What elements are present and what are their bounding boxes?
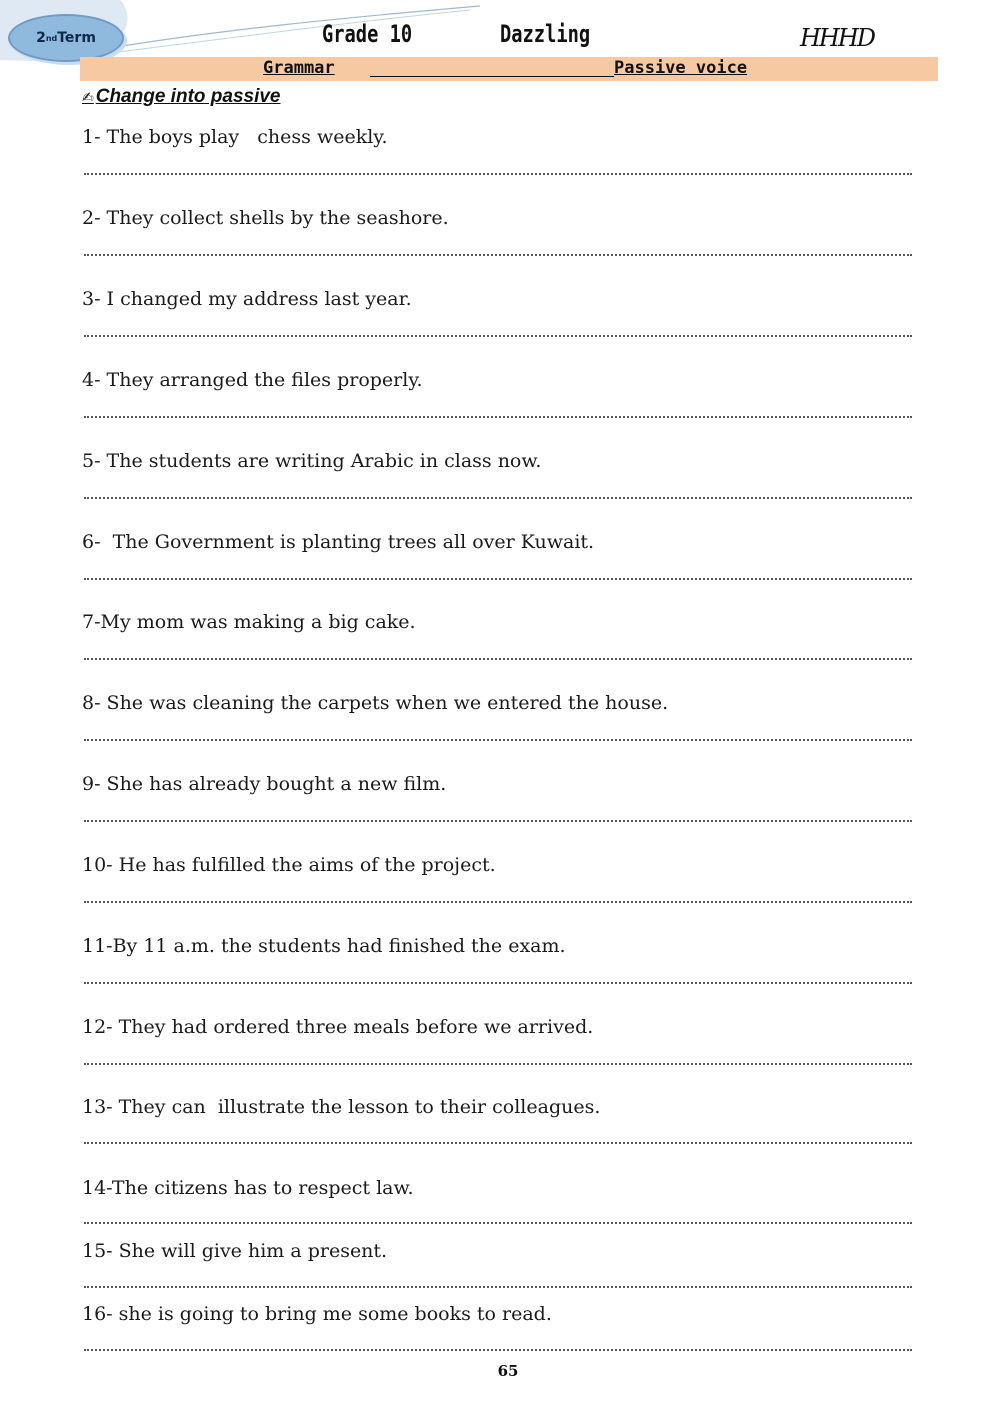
question-item: 14-The citizens has to respect law.	[82, 1177, 414, 1199]
instruction-heading	[82, 86, 281, 108]
answer-line[interactable]	[84, 335, 912, 337]
answer-line[interactable]	[84, 1222, 912, 1224]
question-item: 6- The Government is planting trees all over Kuwait.	[82, 531, 595, 553]
answer-line[interactable]	[84, 1286, 912, 1288]
answer-line[interactable]	[84, 1349, 912, 1351]
term-ordinal: nd	[45, 33, 58, 43]
question-item: 13- They can illustrate the lesson to their colleagues.	[82, 1096, 601, 1118]
answer-line[interactable]	[84, 497, 912, 499]
question-item: 12- They had ordered three meals before we arrived.	[82, 1016, 594, 1038]
answer-line[interactable]	[84, 739, 912, 741]
question-item: 9- She has already bought a new film.	[82, 773, 447, 795]
term-number: 2	[36, 30, 46, 46]
question-item: 15- She will give him a present.	[82, 1240, 388, 1262]
answer-line[interactable]	[84, 1142, 912, 1144]
question-item: 3- I changed my address last year.	[82, 288, 412, 310]
page-number: 65	[497, 1362, 519, 1380]
answer-line[interactable]	[84, 820, 912, 822]
topic-underline	[370, 76, 614, 77]
topic-subject: Grammar	[263, 58, 335, 78]
answer-line[interactable]	[84, 578, 912, 580]
term-label: Term	[57, 30, 96, 46]
grade-label: Grade 10	[322, 20, 413, 48]
term-badge	[8, 14, 124, 62]
answer-line[interactable]	[84, 982, 912, 984]
pen-icon: ✍	[82, 89, 94, 105]
question-item: 7-My mom was making a big cake.	[82, 611, 416, 633]
author-signature: HHHD	[800, 24, 875, 52]
question-item: 4- They arranged the files properly.	[82, 369, 423, 391]
answer-line[interactable]	[84, 254, 912, 256]
topic-bar	[80, 57, 938, 81]
question-item: 8- She was cleaning the carpets when we entered the house.	[82, 692, 669, 714]
answer-line[interactable]	[84, 658, 912, 660]
question-item: 2- They collect shells by the seashore.	[82, 207, 449, 229]
question-item: 11-By 11 a.m. the students had finished the exam.	[82, 935, 566, 957]
question-item: 10- He has fulfilled the aims of the project.	[82, 854, 496, 876]
topic-name: Passive voice	[614, 58, 748, 78]
question-item: 16- she is going to bring me some books to read.	[82, 1303, 552, 1325]
answer-line[interactable]	[84, 173, 912, 175]
question-item: 1- The boys play chess weekly.	[82, 126, 388, 148]
question-item: 5- The students are writing Arabic in class now.	[82, 450, 542, 472]
answer-line[interactable]	[84, 1063, 912, 1065]
answer-line[interactable]	[84, 416, 912, 418]
instruction-text: Change into passive	[95, 86, 281, 107]
answer-line[interactable]	[84, 901, 912, 903]
book-title: Dazzling	[500, 20, 591, 48]
